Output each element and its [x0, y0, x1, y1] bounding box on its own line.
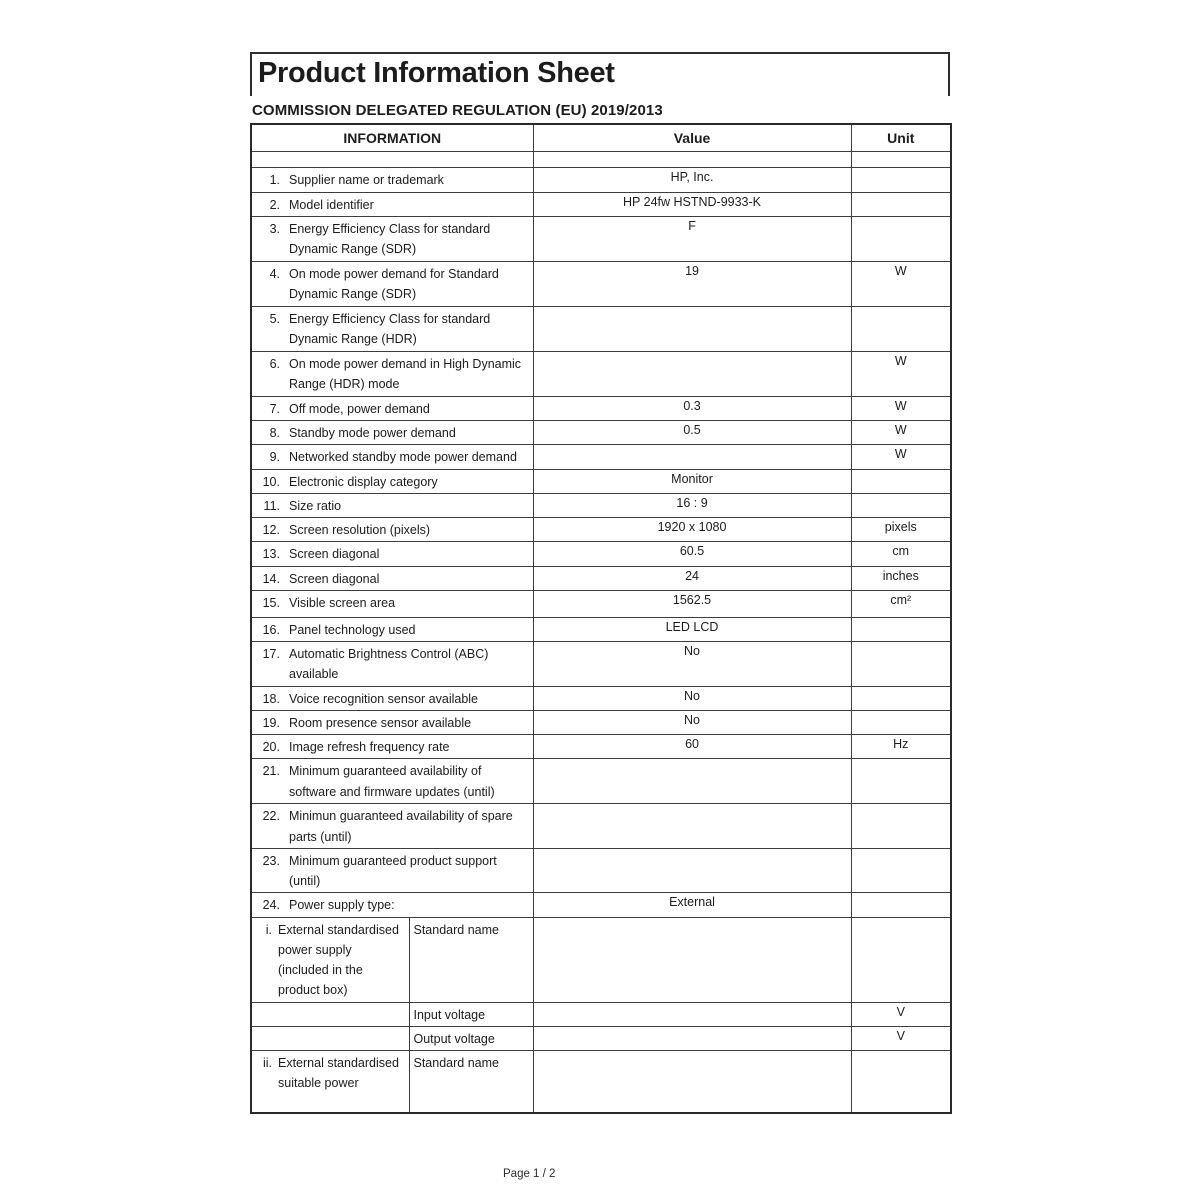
row-value: LED LCD	[533, 617, 851, 641]
row-number: 13.	[262, 547, 280, 562]
table-row	[251, 396, 951, 420]
table-row	[251, 710, 951, 734]
row-sublabel: Standard name	[409, 1051, 533, 1113]
row-label: Off mode, power demand	[289, 401, 430, 416]
row-unit: V	[851, 1026, 951, 1050]
row-item-cell	[251, 893, 533, 917]
row-label: Electronic display category	[289, 474, 438, 489]
row-item-cell	[251, 917, 409, 1002]
table-row	[251, 518, 951, 542]
row-value: 19	[533, 261, 851, 306]
row-value: 60	[533, 735, 851, 759]
table-row	[251, 759, 951, 804]
row-unit	[851, 1051, 951, 1113]
table-row	[251, 1002, 951, 1026]
header-value: Value	[533, 124, 851, 152]
row-value: 24	[533, 566, 851, 590]
row-item-cell	[251, 421, 533, 445]
row-item-cell	[251, 445, 533, 469]
row-value: HP, Inc.	[533, 168, 851, 192]
row-number: 4.	[269, 266, 280, 281]
row-number: 22.	[262, 809, 280, 824]
row-label: Minimun guaranteed availability of spare parts (until)	[289, 809, 513, 844]
row-number: 8.	[269, 426, 280, 441]
table-row	[251, 216, 951, 261]
table-row	[251, 493, 951, 517]
row-item-cell	[251, 759, 533, 804]
row-unit	[851, 710, 951, 734]
row-unit	[851, 617, 951, 641]
row-number: ii.	[262, 1056, 272, 1071]
row-unit: W	[851, 421, 951, 445]
row-unit	[851, 469, 951, 493]
row-label: Energy Efficiency Class for standard Dynamic Range (HDR)	[289, 311, 491, 347]
row-item-cell	[251, 192, 533, 216]
row-number: 10.	[262, 474, 280, 489]
row-sublabel: Standard name	[409, 917, 533, 1002]
row-item-cell	[251, 1002, 409, 1026]
row-label: Visible screen area	[289, 595, 396, 610]
header-unit: Unit	[851, 124, 951, 152]
row-label: On mode power demand in High Dynamic Range (HDR) mode	[289, 356, 522, 392]
row-unit	[851, 804, 951, 849]
row-number: 24.	[262, 898, 280, 913]
row-item-cell	[251, 152, 533, 168]
row-item-cell	[251, 306, 533, 351]
table-row	[251, 917, 951, 1002]
row-value: 60.5	[533, 542, 851, 566]
table-row	[251, 686, 951, 710]
document-sheet	[250, 52, 950, 1180]
row-item-cell	[251, 261, 533, 306]
page-title: Product Information Sheet	[258, 57, 615, 89]
regulation-subtitle: COMMISSION DELEGATED REGULATION (EU) 2019/2013	[252, 101, 663, 119]
row-unit: W	[851, 396, 951, 420]
row-label: Image refresh frequency rate	[289, 740, 450, 755]
page-number: Page 1 / 2	[503, 1168, 556, 1180]
row-value: 16 : 9	[533, 493, 851, 517]
row-value	[533, 306, 851, 351]
row-label: Supplier name or trademark	[289, 173, 444, 188]
table-row	[251, 306, 951, 351]
row-value	[533, 848, 851, 893]
table-header-row	[251, 124, 951, 152]
table-row	[251, 168, 951, 192]
row-number: 12.	[262, 523, 280, 538]
row-number: 19.	[262, 715, 280, 730]
table-row	[251, 642, 951, 687]
row-number: 15.	[262, 595, 280, 610]
table-row	[251, 152, 951, 168]
row-number: 16.	[262, 622, 280, 637]
row-label: Minimum guaranteed availability of software and firmware updates (until)	[289, 764, 495, 799]
row-label: Networked standby mode power demand	[289, 450, 517, 465]
row-number: i.	[265, 922, 272, 937]
table-row	[251, 590, 951, 617]
row-value: 1562.5	[533, 590, 851, 617]
row-item-cell	[251, 735, 533, 759]
row-sublabel: Input voltage	[409, 1002, 533, 1026]
row-value: 0.5	[533, 421, 851, 445]
row-label: Energy Efficiency Class for standard Dynamic Range (SDR)	[289, 221, 491, 257]
row-sublabel: Output voltage	[409, 1026, 533, 1050]
row-unit: cm²	[851, 590, 951, 617]
row-label: Panel technology used	[289, 622, 416, 637]
row-item-cell	[251, 542, 533, 566]
row-value: HP 24fw HSTND-9933-K	[533, 192, 851, 216]
row-number: 5.	[269, 311, 280, 326]
title-box	[250, 52, 950, 96]
row-label: Size ratio	[289, 498, 342, 513]
row-item-cell	[251, 469, 533, 493]
row-value	[533, 351, 851, 396]
table-row	[251, 893, 951, 917]
row-unit: W	[851, 445, 951, 469]
row-unit: inches	[851, 566, 951, 590]
row-unit	[851, 848, 951, 893]
table-row	[251, 542, 951, 566]
row-label: Model identifier	[289, 197, 374, 212]
row-item-cell	[251, 1026, 409, 1050]
table-row	[251, 192, 951, 216]
row-value	[533, 1002, 851, 1026]
table-row	[251, 848, 951, 893]
row-label: Room presence sensor available	[289, 715, 472, 730]
row-item-cell	[251, 710, 533, 734]
row-unit	[851, 893, 951, 917]
table-row	[251, 421, 951, 445]
row-unit: cm	[851, 542, 951, 566]
row-label: Screen diagonal	[289, 547, 380, 562]
row-item-cell	[251, 216, 533, 261]
row-value	[533, 759, 851, 804]
row-label: Screen diagonal	[289, 571, 380, 586]
row-label: Minimum guaranteed product support (until)	[289, 853, 497, 889]
row-unit	[851, 152, 951, 168]
row-item-cell	[251, 848, 533, 893]
row-label: Screen resolution (pixels)	[289, 523, 431, 538]
row-number: 20.	[262, 740, 280, 755]
row-unit	[851, 686, 951, 710]
row-value: No	[533, 686, 851, 710]
row-item-cell	[251, 804, 533, 849]
table-row	[251, 1026, 951, 1050]
row-label: Power supply type:	[289, 898, 395, 913]
row-number: 17.	[262, 647, 280, 662]
row-value	[533, 445, 851, 469]
table-row	[251, 445, 951, 469]
row-unit: Hz	[851, 735, 951, 759]
table-row	[251, 1051, 951, 1113]
row-number: 18.	[262, 691, 280, 706]
row-item-cell	[251, 566, 533, 590]
row-value	[533, 1026, 851, 1050]
row-value: 0.3	[533, 396, 851, 420]
header-information: INFORMATION	[251, 124, 533, 152]
row-unit	[851, 216, 951, 261]
row-number: 14.	[262, 571, 280, 586]
row-value: 1920 x 1080	[533, 518, 851, 542]
row-unit	[851, 917, 951, 1002]
table-row	[251, 804, 951, 849]
row-unit	[851, 168, 951, 192]
row-value	[533, 917, 851, 1002]
row-number: 6.	[269, 356, 280, 371]
row-unit	[851, 759, 951, 804]
row-number: 23.	[262, 853, 280, 868]
row-item-cell	[251, 168, 533, 192]
row-item-cell	[251, 493, 533, 517]
info-table-rows	[251, 152, 951, 1113]
table-row	[251, 566, 951, 590]
row-item-cell	[251, 351, 533, 396]
row-value: No	[533, 710, 851, 734]
row-unit: pixels	[851, 518, 951, 542]
row-item-cell	[251, 686, 533, 710]
row-label: Automatic Brightness Control (ABC) available	[289, 647, 489, 682]
row-item-cell	[251, 642, 533, 687]
row-unit	[851, 493, 951, 517]
table-row	[251, 261, 951, 306]
row-value: F	[533, 216, 851, 261]
row-label: On mode power demand for Standard Dynamic Range (SDR)	[289, 266, 499, 302]
table-row	[251, 351, 951, 396]
row-number: 7.	[269, 401, 280, 416]
row-item-cell	[251, 1051, 409, 1113]
row-label: External standardised suitable power	[278, 1056, 399, 1091]
row-item-cell	[251, 518, 533, 542]
row-value: Monitor	[533, 469, 851, 493]
row-unit: W	[851, 351, 951, 396]
row-label: Standby mode power demand	[289, 426, 456, 441]
row-unit: W	[851, 261, 951, 306]
row-number: 1.	[269, 173, 280, 188]
row-value	[533, 804, 851, 849]
row-value: No	[533, 642, 851, 687]
table-row	[251, 469, 951, 493]
row-number: 11.	[263, 498, 280, 513]
product-information-table	[250, 123, 952, 1114]
row-item-cell	[251, 590, 533, 617]
row-unit	[851, 306, 951, 351]
row-value	[533, 152, 851, 168]
row-number: 21.	[262, 764, 280, 779]
row-item-cell	[251, 396, 533, 420]
row-value	[533, 1051, 851, 1113]
row-unit: V	[851, 1002, 951, 1026]
row-value: External	[533, 893, 851, 917]
row-label: Voice recognition sensor available	[289, 691, 479, 706]
row-number: 2.	[269, 197, 280, 212]
row-label: External standardised power supply (included in the product box)	[278, 922, 399, 998]
row-unit	[851, 192, 951, 216]
table-row	[251, 735, 951, 759]
row-unit	[851, 642, 951, 687]
table-row	[251, 617, 951, 641]
row-item-cell	[251, 617, 533, 641]
row-number: 9.	[269, 450, 280, 465]
row-number: 3.	[269, 221, 280, 236]
